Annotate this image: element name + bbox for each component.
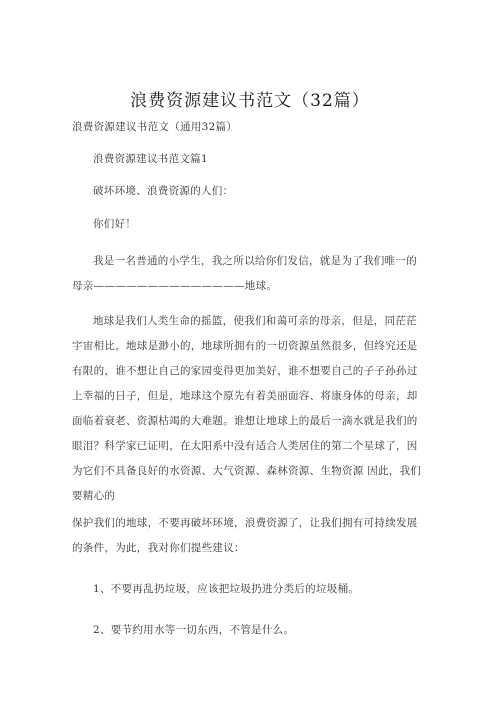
paragraph-2-line: 宇宙相比，地球是渺小的，地球所拥有的一切资源虽然很多，但终究还是 — [72, 340, 418, 352]
paragraph-2-line: 要精心的 — [72, 490, 116, 502]
greeting: 你们好！ — [93, 218, 137, 230]
suggestion-item: 1、不要再乱扔垃圾，应该把垃圾扔进分类后的垃圾桶。 — [93, 583, 360, 595]
document-subtitle: 浪费资源建议书范文（通用32篇） — [72, 121, 238, 133]
document-title: 浪费资源建议书范文（32篇） — [130, 91, 370, 111]
section-heading: 浪费资源建议书范文篇1 — [93, 153, 208, 165]
paragraph-1-line: 母亲——————————————地球。 — [72, 280, 278, 292]
paragraph-2-line: 上幸福的日子，但是，地球这个原先有着美丽面容、将康身体的母亲，却 — [72, 390, 418, 402]
paragraph-2-line: 有限的，谁不想让自己的家园变得更加美好，谁不想要自己的子子孙孙过 — [72, 365, 418, 377]
suggestion-item: 2、要节约用水等一切东西，不管是什么。 — [93, 624, 295, 636]
paragraph-3-line: 保护我们的地球，不要再破坏环境，浪费资源了，让我们拥有可持续发展 — [72, 517, 418, 529]
paragraph-2-line: 眼泪？科学家已证明，在太阳系中没有适合人类居住的第二个星球了，因 — [72, 440, 418, 452]
paragraph-3-line: 的条件，为此，我对你们提些建议： — [72, 542, 245, 554]
paragraph-2-line: 为它们不具备良好的水资源、大气资源、森林资源、生物资源 因此，我们 — [72, 465, 422, 477]
paragraph-2-line: 地球是我们人类生命的摇篮，使我们和蔼可亲的母亲，但是，同茫茫 — [93, 315, 417, 327]
salutation: 破坏环境、浪费资源的人们： — [93, 185, 234, 197]
paragraph-2-line: 面临着衰老、资源枯竭的大难题。谁想让地球上的最后一滴水就是我们的 — [72, 415, 418, 427]
paragraph-1-line: 我是一名普通的小学生，我之所以给你们发信，就是为了我们唯一的 — [93, 255, 417, 267]
